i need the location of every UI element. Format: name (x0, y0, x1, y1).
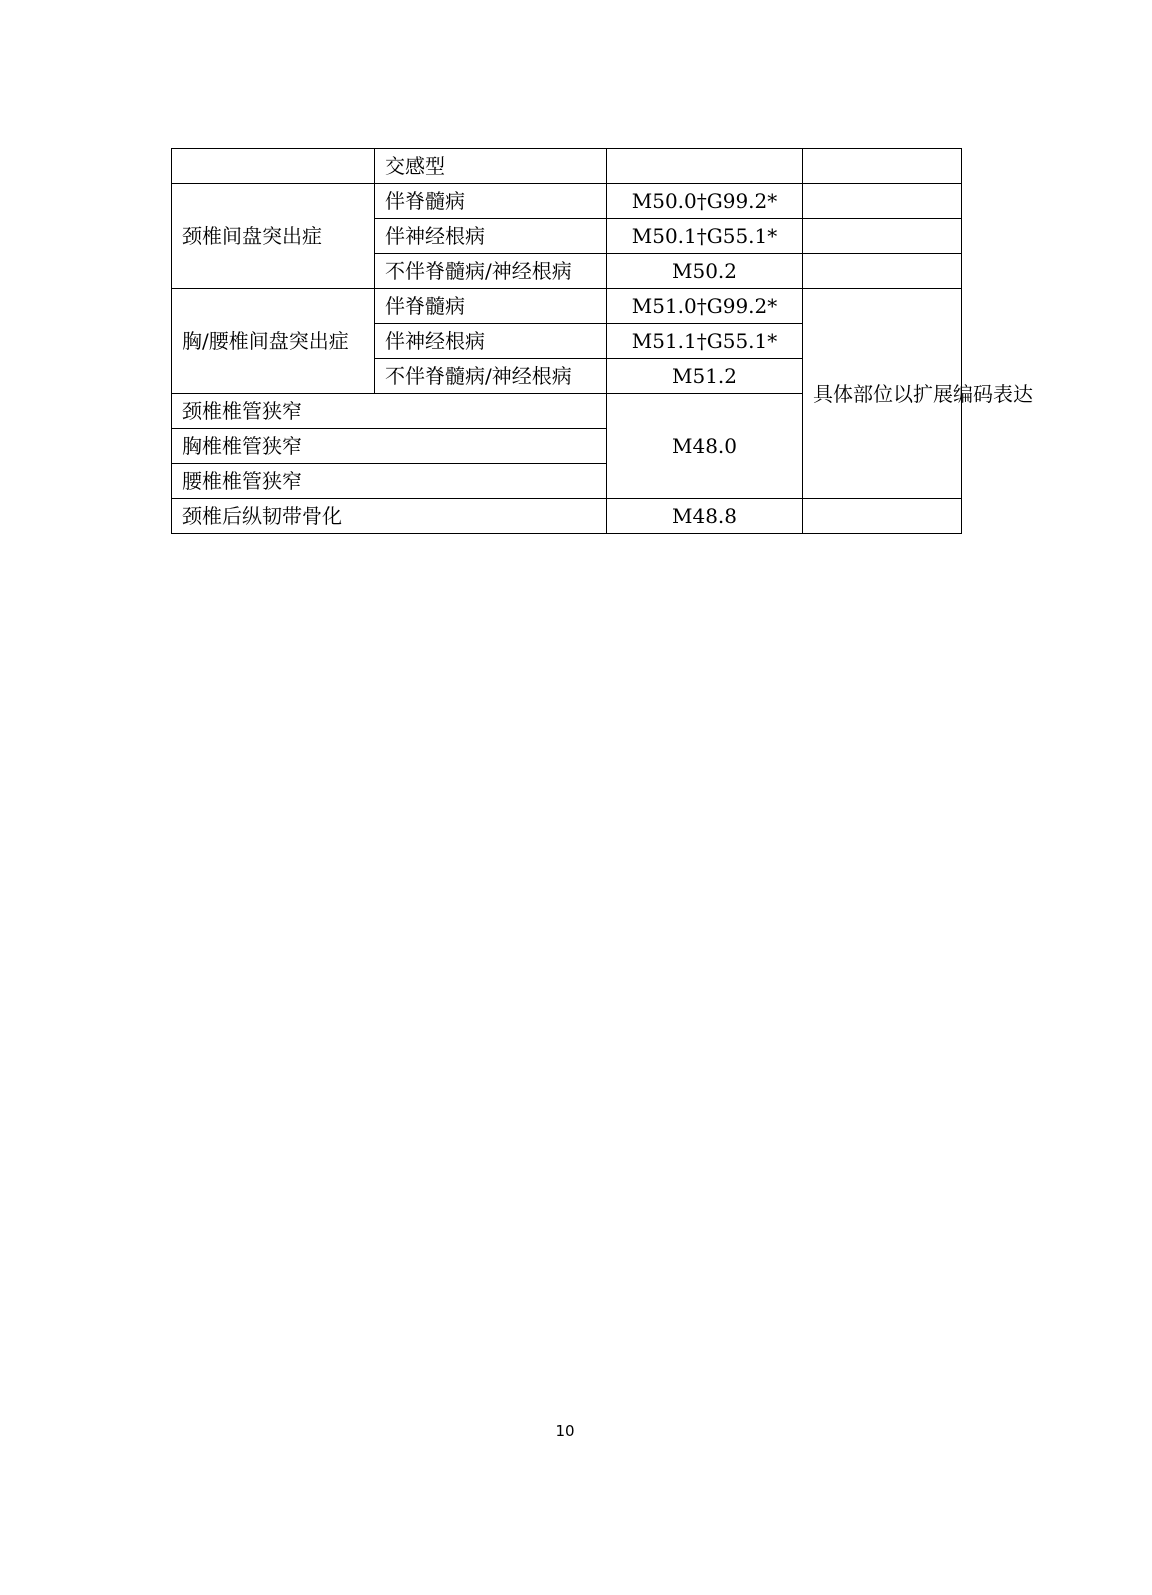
subtype-cell: 伴脊髓病 (375, 289, 607, 324)
table-cell-empty (172, 149, 375, 184)
table-row (172, 149, 962, 184)
disease-cell-lumbar-stenosis: 腰椎椎管狭窄 (172, 464, 607, 499)
table-row (172, 289, 962, 324)
disease-cell-thoracolumbar-disc: 胸/腰椎间盘突出症 (172, 289, 375, 394)
note-cell (803, 184, 962, 219)
page-number: 10 (555, 1422, 575, 1440)
subtype-cell: 伴脊髓病 (375, 184, 607, 219)
disease-cell-opll: 颈椎后纵韧带骨化 (172, 499, 607, 534)
code-cell-stenosis: M48.0 (607, 394, 803, 499)
note-cell (803, 254, 962, 289)
subtype-cell: 伴神经根病 (375, 219, 607, 254)
code-cell: M50.0†G99.2* (607, 184, 803, 219)
diagnosis-code-table (171, 148, 1033, 534)
code-cell: M51.0†G99.2* (607, 289, 803, 324)
disease-cell-thoracic-stenosis: 胸椎椎管狭窄 (172, 429, 607, 464)
code-cell: M48.8 (607, 499, 803, 534)
subtype-cell: 不伴脊髓病/神经根病 (375, 254, 607, 289)
subtype-cell: 伴神经根病 (375, 324, 607, 359)
code-cell: M51.2 (607, 359, 803, 394)
merged-note-cell: 具体部位以扩展编码表达 (803, 289, 962, 499)
note-cell (803, 149, 962, 184)
subtype-cell: 不伴脊髓病/神经根病 (375, 359, 607, 394)
table-row (172, 499, 962, 534)
note-cell (803, 219, 962, 254)
code-cell: M50.2 (607, 254, 803, 289)
table-row (172, 184, 962, 219)
note-cell (803, 499, 962, 534)
subtype-cell: 交感型 (375, 149, 607, 184)
disease-cell-cervical-disc: 颈椎间盘突出症 (172, 184, 375, 289)
code-cell: M50.1†G55.1* (607, 219, 803, 254)
code-cell (607, 149, 803, 184)
disease-cell-cervical-stenosis: 颈椎椎管狭窄 (172, 394, 607, 429)
code-cell: M51.1†G55.1* (607, 324, 803, 359)
